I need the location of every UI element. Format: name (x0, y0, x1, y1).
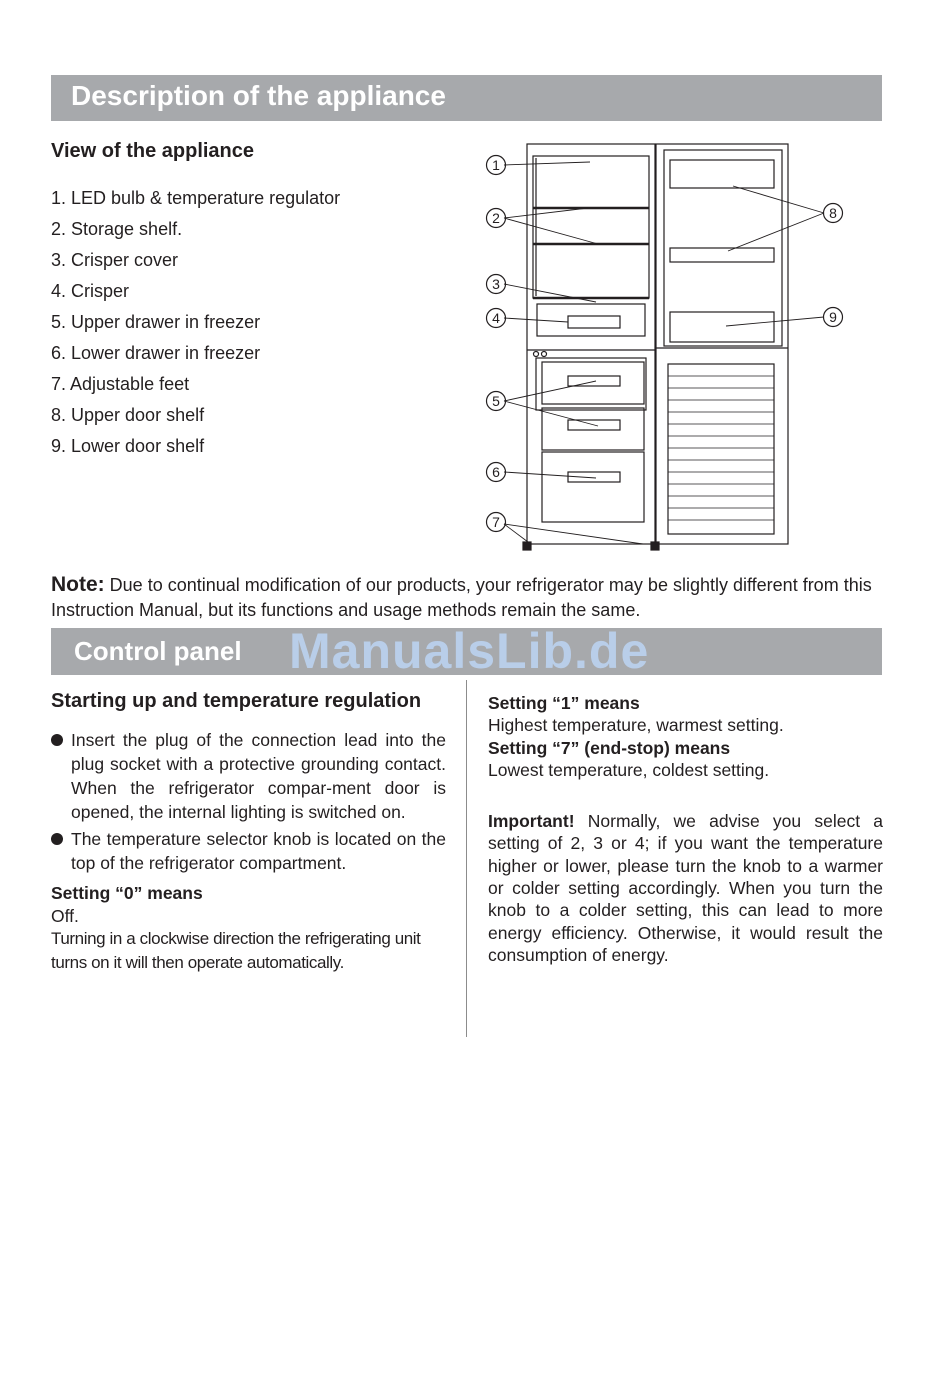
important-paragraph (488, 810, 883, 966)
starting-title: Starting up and temperature regulation (51, 690, 422, 712)
column-divider (466, 680, 467, 1037)
part-item: 6. Lower drawer in freezer (51, 343, 261, 363)
control-banner (51, 623, 882, 679)
description-title: Description of the appliance (71, 80, 446, 111)
important-label: Important! (488, 811, 575, 832)
setting1-title: Setting “1” means (488, 693, 640, 713)
part-item: 7. Adjustable feet (51, 374, 190, 394)
setting1-text: Highest temperature, warmest setting. (488, 715, 784, 736)
callout-label: 6 (492, 464, 500, 480)
note-paragraph (51, 572, 891, 623)
bullet-item: Insert the plug of the connection lead into the plug socket with a protective grounding contact. When the refrigerator compar-ment door is opened, the internal lighting is switched on. (51, 728, 446, 824)
part-item: 5. Upper drawer in freezer (51, 312, 261, 332)
setting0-text: Off. (51, 906, 79, 926)
setting7-text: Lowest temperature, coldest setting. (488, 759, 770, 780)
callout-label: 9 (829, 309, 837, 325)
part-item: 2. Storage shelf. (51, 219, 183, 239)
callout-label: 8 (829, 205, 837, 221)
bullet-item: The temperature selector knob is located on the top of the refrigerator compartment. (51, 827, 446, 875)
note-text: Due to continual modification of our products, your refrigerator may be slightly different from this Instruction Manual, but its functions and usage methods remain the same. (51, 575, 872, 620)
fridge-diagram (478, 136, 858, 556)
setting7-title: Setting “7” (end-stop) means (488, 737, 731, 758)
view-title: View of the appliance (51, 140, 255, 162)
note-label: Note: (51, 573, 105, 596)
callout-label: 4 (492, 310, 500, 326)
part-item: 8. Upper door shelf (51, 405, 205, 425)
fridge-door (656, 144, 788, 544)
callout-label: 7 (492, 514, 500, 530)
part-item: 9. Lower door shelf (51, 436, 205, 456)
fridge-cabinet (523, 144, 659, 550)
important-text: Normally, we advise you select a setting of 2, 3 or 4; if you want the temperature higher or lower, please turn the knob to a warmer or colder setting accordingly. When you turn the knob to a colder setting, this can lead to more energy efficiency. Otherwise, it would result the consumption of energy. (488, 811, 883, 965)
callout-label: 3 (492, 276, 500, 292)
turning-text: Turning in a clockwise direction the refrigerating unit turns on it will then operate automatically. (51, 929, 421, 972)
part-item: 1. LED bulb & temperature regulator (51, 188, 341, 208)
right-column (488, 692, 883, 966)
callout-label: 1 (492, 157, 500, 173)
watermark: ManualsLib.de (289, 623, 650, 679)
left-column (51, 728, 446, 975)
description-banner (51, 75, 882, 121)
callout-label: 5 (492, 393, 500, 409)
part-item: 4. Crisper (51, 281, 130, 301)
part-item: 3. Crisper cover (51, 250, 179, 270)
control-title: Control panel (74, 636, 242, 666)
setting0-title: Setting “0” means (51, 883, 203, 903)
callout-label: 2 (492, 210, 500, 226)
parts-list (51, 186, 340, 465)
